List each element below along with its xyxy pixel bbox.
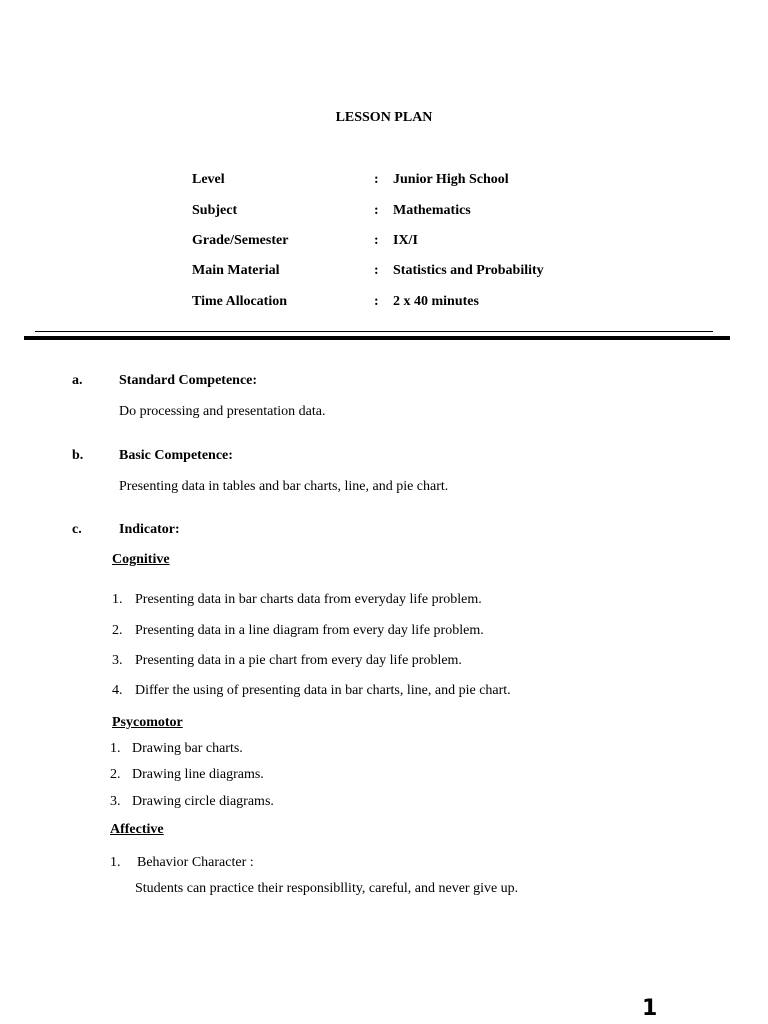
document-title: LESSON PLAN (335, 110, 433, 125)
info-colon: : (374, 203, 379, 218)
info-row-time-allocation (0, 294, 768, 314)
list-item-number: 4. (112, 683, 123, 698)
list-item: Behavior Character : (137, 855, 254, 870)
info-colon: : (374, 263, 379, 278)
psycomotor-heading: Psycomotor (112, 715, 183, 730)
list-item: Differ the using of presenting data in bar charts, line, and pie chart. (135, 683, 511, 698)
info-value: Junior High School (393, 172, 509, 187)
info-key: Level (192, 172, 225, 187)
cognitive-heading: Cognitive (112, 552, 170, 567)
info-key: Subject (192, 203, 238, 218)
info-colon: : (374, 233, 379, 248)
affective-heading: Affective (110, 822, 164, 837)
info-row-level (0, 172, 768, 192)
info-row-main-material (0, 263, 768, 283)
info-value: 2 x 40 minutes (393, 294, 479, 309)
section-c-marker: c. (72, 522, 82, 537)
section-a-body: Do processing and presentation data. (119, 404, 326, 419)
list-item: Presenting data in bar charts data from everyday life problem. (135, 592, 482, 607)
info-value: Statistics and Probability (393, 263, 544, 278)
info-value: Mathematics (393, 203, 471, 218)
info-value: IX/I (393, 233, 418, 248)
section-a-marker: a. (72, 373, 83, 388)
section-c-heading: Indicator: (119, 522, 180, 537)
list-item-number: 2. (110, 767, 121, 782)
divider-thin (35, 331, 713, 332)
page-number: 1 (642, 996, 658, 1021)
info-key: Main Material (192, 263, 280, 278)
info-row-subject (0, 203, 768, 223)
info-row-grade-semester (0, 233, 768, 253)
divider-thick (24, 336, 730, 340)
info-colon: : (374, 172, 379, 187)
list-item-number: 3. (110, 794, 121, 809)
list-item-detail: Students can practice their responsibllity, careful, and never give up. (135, 881, 519, 896)
info-key: Time Allocation (192, 294, 288, 309)
list-item-number: 1. (112, 592, 123, 607)
section-b-marker: b. (72, 448, 84, 463)
section-b-body: Presenting data in tables and bar charts, line, and pie chart. (119, 479, 449, 494)
list-item: Drawing bar charts. (132, 741, 243, 756)
list-item-number: 1. (110, 855, 121, 870)
list-item-number: 1. (110, 741, 121, 756)
list-item: Presenting data in a pie chart from every day life problem. (135, 653, 462, 668)
list-item-number: 3. (112, 653, 123, 668)
list-item-number: 2. (112, 623, 123, 638)
info-colon: : (374, 294, 379, 309)
list-item: Drawing circle diagrams. (132, 794, 274, 809)
section-a-heading: Standard Competence: (119, 373, 258, 388)
info-key: Grade/Semester (192, 233, 289, 248)
section-b-heading: Basic Competence: (119, 448, 233, 463)
list-item: Presenting data in a line diagram from every day life problem. (135, 623, 484, 638)
list-item: Drawing line diagrams. (132, 767, 264, 782)
